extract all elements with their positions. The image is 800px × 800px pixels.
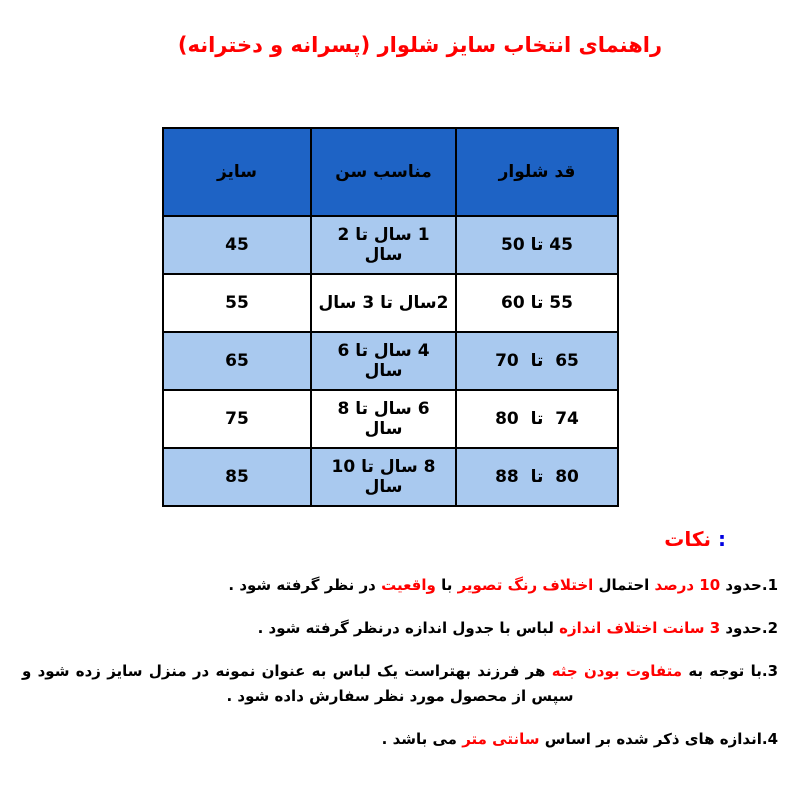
cell-size: 45 (163, 216, 311, 274)
note-text: با (435, 576, 458, 594)
cell-age: 6 سال تا 8 سال (311, 390, 456, 448)
table-row (163, 390, 618, 448)
note-highlight-text: سانتی متر (462, 730, 540, 748)
cell-age: 8 سال تا 10 سال (311, 448, 456, 506)
note-highlight-text: 10 درصد (654, 576, 721, 594)
note-item (22, 573, 778, 598)
cell-size: 85 (163, 448, 311, 506)
page-title: راهنمای انتخاب سایز شلوار (پسرانه و دخترانه) (177, 33, 663, 57)
note-text: لباس با جدول اندازه درنظر گرفته شود . (257, 619, 560, 637)
cell-size: 55 (163, 274, 311, 332)
note-highlight-text: 3 سانت اختلاف اندازه (559, 619, 721, 637)
note-text: 4.اندازه های ذکر شده بر اساس (539, 730, 778, 748)
col-header-pant-length: قد شلوار (456, 128, 618, 216)
header-row (163, 128, 618, 216)
note-item (22, 616, 778, 641)
note-text: 2.حدود (720, 619, 778, 637)
cell-age: 4 سال تا 6 سال (311, 332, 456, 390)
table-row (163, 216, 618, 274)
size-table (162, 127, 619, 507)
size-table-body (163, 216, 618, 506)
cell-age: 2سال تا 3 سال (311, 274, 456, 332)
cell-age: 1 سال تا 2 سال (311, 216, 456, 274)
table-row (163, 332, 618, 390)
note-highlight-text: اختلاف رنگ تصویر (457, 576, 594, 594)
note-highlight-text: واقعیت (381, 576, 436, 594)
note-text: سپس از محصول مورد نظر سفارش داده شود . (226, 687, 574, 705)
note-text: احتمال (593, 576, 655, 594)
table-row (163, 274, 618, 332)
cell-size: 65 (163, 332, 311, 390)
cell-pant-length: 45 تا 50 (456, 216, 618, 274)
cell-size: 75 (163, 390, 311, 448)
notes-heading-text: نکات (664, 527, 712, 551)
note-item (22, 659, 778, 709)
note-item (22, 727, 778, 752)
note-text: در نظر گرفته شود . (228, 576, 382, 594)
note-text: هر فرزند بهتراست یک لباس به عنوان نمونه در منزل سایز زده شود و (22, 662, 552, 680)
table-row (163, 448, 618, 506)
note-line (22, 684, 778, 709)
notes-heading-colon: : (711, 527, 726, 551)
note-text: 1.حدود (720, 576, 778, 594)
note-highlight-text: متفاوت بودن جثه (551, 662, 683, 680)
col-header-size: سایز (163, 128, 311, 216)
size-table-header (163, 128, 618, 216)
notes-heading (664, 527, 726, 551)
note-line (22, 659, 778, 684)
cell-pant-length: 65 تا 70 (456, 332, 618, 390)
cell-pant-length: 55 تا 60 (456, 274, 618, 332)
cell-pant-length: 74 تا 80 (456, 390, 618, 448)
cell-pant-length: 80 تا 88 (456, 448, 618, 506)
note-text: 3.با توجه به (682, 662, 778, 680)
notes-list (22, 573, 778, 770)
note-text: می باشد . (381, 730, 463, 748)
col-header-suitable-age: مناسب سن (311, 128, 456, 216)
